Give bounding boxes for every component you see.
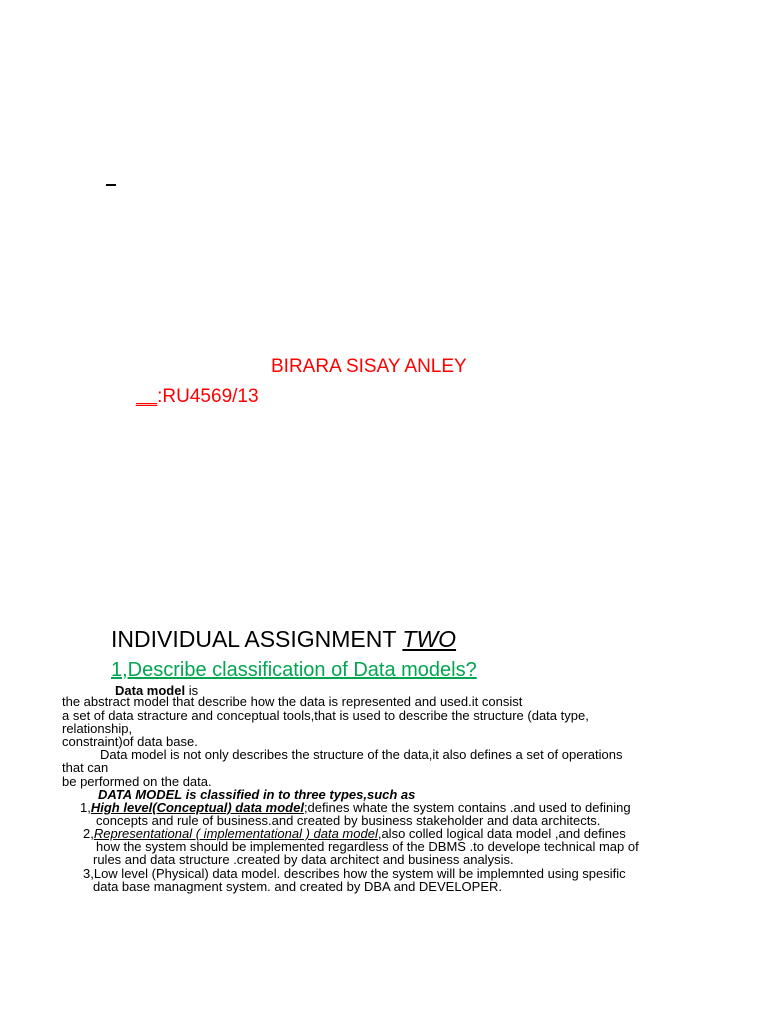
student-id [136,386,259,408]
item-1-number: 1, [80,800,91,815]
item-3-continued: data base managment system. and created by DBA and DEVELOPER. [93,879,502,894]
item-2-continued-2: rules and data structure .created by data architect and business analysis. [93,852,514,867]
classification-intro: DATA MODEL is classified in to three types,such as [98,787,416,802]
data-model-term: Data model [115,683,186,698]
body-line-4: relationship, [62,721,133,736]
body-line-8: be performed on the data. [62,774,212,789]
dash-mark [106,184,116,186]
id-value: :RU4569/13 [157,386,259,407]
item-2-text: ,also colled logical data model ,and defines [377,826,626,841]
body-line-6: Data model is not only describes the structure of the data,it also defines a set of operations [100,747,623,762]
body-line-5: constraint)of data base. [62,734,198,749]
assignment-number: TWO [402,626,457,652]
data-model-term-suffix: is [185,683,199,698]
body-line-7: that can [62,760,109,775]
assignment-title [111,626,456,653]
item-2-continued-1: how the system should be implemented regardless of the DBMS .to develope technical map of [96,839,639,854]
item-1-text: ;defines whate the system contains .and used to defining [303,800,631,815]
assignment-main: INDIVIDUAL ASSIGNMENT [111,626,403,652]
item-1-continued: concepts and rule of business.and created by business stakeholder and data architects. [96,813,601,828]
item-2-number: 2, [83,826,94,841]
item-3: 3,Low level (Physical) data model. describes how the system will be implemnted using spesific [83,866,626,881]
body-line-2: the abstract model that describe how the data is represented and used.it consist [62,694,523,709]
id-blank: __ [136,386,158,407]
author-name: BIRARA SISAY ANLEY [271,356,467,377]
body-line-3: a set of data stracture and conceptual tools,that is used to describe the structure (data type, [62,708,589,723]
question-heading: 1,Describe classification of Data models? [111,659,477,681]
item-2-term: Representational ( implementational ) data model [93,826,378,841]
item-1-term: High level(Conceptual) data model [90,800,304,815]
